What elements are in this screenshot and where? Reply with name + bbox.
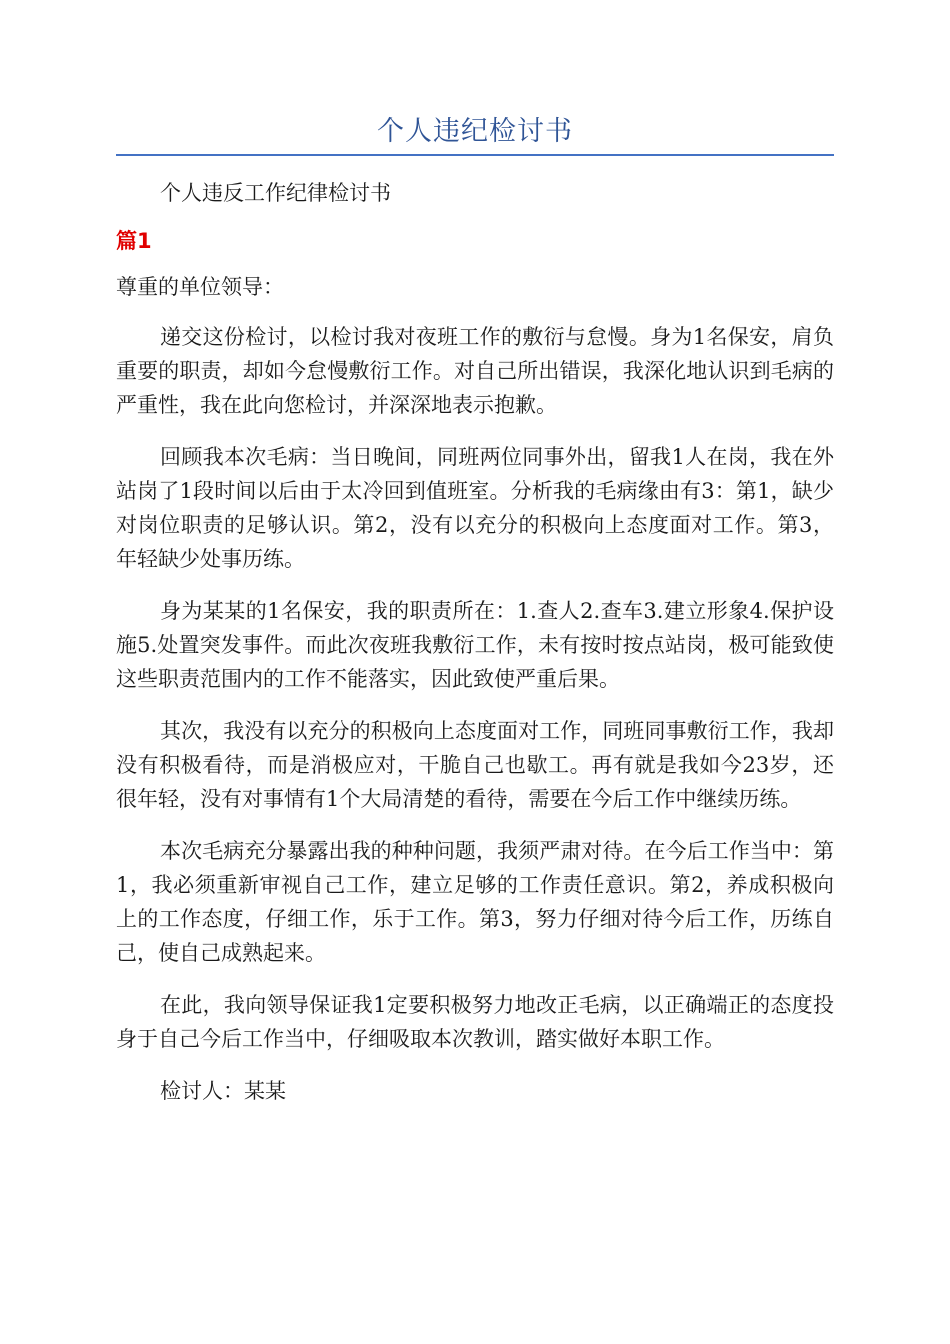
- body-paragraph-4: 其次，我没有以充分的积极向上态度面对工作，同班同事敷衍工作，我却没有积极看待，而是消极应对，干脆自己也歇工。再有就是我如今23岁，还很年轻，没有对事情有1个大局清楚的看待，需要在今后工作中继续历练。: [116, 719, 834, 811]
- signature-line: 检讨人：某某: [160, 1079, 286, 1103]
- title-underline: [116, 154, 834, 156]
- section-heading: 篇1: [116, 229, 152, 253]
- body-paragraph-2: 回顾我本次毛病：当日晚间，同班两位同事外出，留我1人在岗，我在外站岗了1段时间以后由于太冷回到值班室。分析我的毛病缘由有3：第1，缺少对岗位职责的足够认识。第2，没有以充分的积极向上态度面对工作。第3，年轻缺少处事历练。: [116, 445, 834, 571]
- body-paragraph-6: 在此，我向领导保证我1定要积极努力地改正毛病，以正确端正的态度投身于自己今后工作当中，仔细吸取本次教训，踏实做好本职工作。: [116, 993, 834, 1051]
- body-paragraph-3: 身为某某的1名保安，我的职责所在：1.查人2.查车3.建立形象4.保护设施5.处置突发事件。而此次夜班我敷衍工作，未有按时按点站岗，极可能致使这些职责范围内的工作不能落实，因此致使严重后果。: [116, 599, 834, 691]
- body-paragraph-1: 递交这份检讨，以检讨我对夜班工作的敷衍与怠慢。身为1名保安，肩负重要的职责，却如今怠慢敷衍工作。对自己所出错误，我深化地认识到毛病的严重性，我在此向您检讨，并深深地表示抱歉。: [116, 325, 834, 417]
- document-subtitle: 个人违反工作纪律检讨书: [160, 181, 391, 205]
- document-body: [116, 176, 834, 1108]
- salutation: 尊重的单位领导：: [116, 275, 284, 299]
- body-paragraph-5: 本次毛病充分暴露出我的种种问题，我须严肃对待。在今后工作当中：第1，我必须重新审视自己工作，建立足够的工作责任意识。第2，养成积极向上的工作态度，仔细工作，乐于工作。第3，努力仔细对待今后工作，历练自己，使自己成熟起来。: [116, 839, 834, 965]
- document-title: 个人违纪检讨书: [377, 116, 573, 147]
